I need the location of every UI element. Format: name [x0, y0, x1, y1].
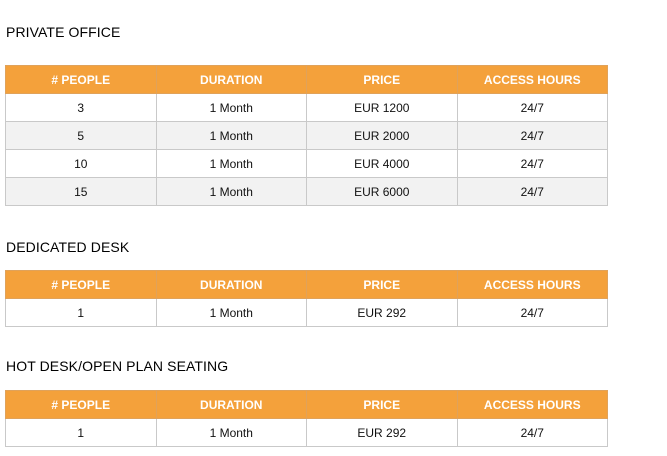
- cell-people: 1: [6, 419, 157, 447]
- table-row: [6, 94, 608, 122]
- cell-duration: 1 Month: [156, 178, 307, 206]
- column-header-price: PRICE: [307, 66, 458, 94]
- cell-duration: 1 Month: [156, 122, 307, 150]
- cell-price: EUR 2000: [307, 122, 458, 150]
- section-title-dedicated-desk: DEDICATED DESK: [6, 239, 130, 255]
- column-header-people: # PEOPLE: [6, 66, 157, 94]
- column-header-people: # PEOPLE: [6, 271, 157, 299]
- private-office-table: [5, 65, 608, 206]
- column-header-people: # PEOPLE: [6, 391, 157, 419]
- table-row: [6, 150, 608, 178]
- cell-access-hours: 24/7: [457, 122, 608, 150]
- table-row: [6, 178, 608, 206]
- column-header-price: PRICE: [307, 391, 458, 419]
- cell-access-hours: 24/7: [457, 419, 608, 447]
- cell-duration: 1 Month: [156, 419, 307, 447]
- column-header-duration: DURATION: [156, 271, 307, 299]
- column-header-price: PRICE: [307, 271, 458, 299]
- column-header-access-hours: ACCESS HOURS: [457, 271, 608, 299]
- column-header-duration: DURATION: [156, 66, 307, 94]
- column-header-access-hours: ACCESS HOURS: [457, 66, 608, 94]
- table-header-row: [6, 271, 608, 299]
- cell-price: EUR 1200: [307, 94, 458, 122]
- cell-duration: 1 Month: [156, 94, 307, 122]
- cell-access-hours: 24/7: [457, 150, 608, 178]
- cell-price: EUR 292: [307, 299, 458, 327]
- cell-people: 15: [6, 178, 157, 206]
- cell-duration: 1 Month: [156, 299, 307, 327]
- table-row: [6, 122, 608, 150]
- cell-people: 5: [6, 122, 157, 150]
- cell-access-hours: 24/7: [457, 178, 608, 206]
- table-header-row: [6, 391, 608, 419]
- table-row: [6, 419, 608, 447]
- table-row: [6, 299, 608, 327]
- cell-price: EUR 6000: [307, 178, 458, 206]
- cell-price: EUR 292: [307, 419, 458, 447]
- cell-price: EUR 4000: [307, 150, 458, 178]
- cell-duration: 1 Month: [156, 150, 307, 178]
- cell-people: 1: [6, 299, 157, 327]
- cell-people: 10: [6, 150, 157, 178]
- cell-people: 3: [6, 94, 157, 122]
- dedicated-desk-table: [5, 270, 608, 327]
- table-header-row: [6, 66, 608, 94]
- cell-access-hours: 24/7: [457, 299, 608, 327]
- column-header-duration: DURATION: [156, 391, 307, 419]
- section-title-hot-desk: HOT DESK/OPEN PLAN SEATING: [6, 358, 229, 374]
- section-title-private-office: PRIVATE OFFICE: [6, 24, 121, 40]
- hot-desk-table: [5, 390, 608, 447]
- column-header-access-hours: ACCESS HOURS: [457, 391, 608, 419]
- cell-access-hours: 24/7: [457, 94, 608, 122]
